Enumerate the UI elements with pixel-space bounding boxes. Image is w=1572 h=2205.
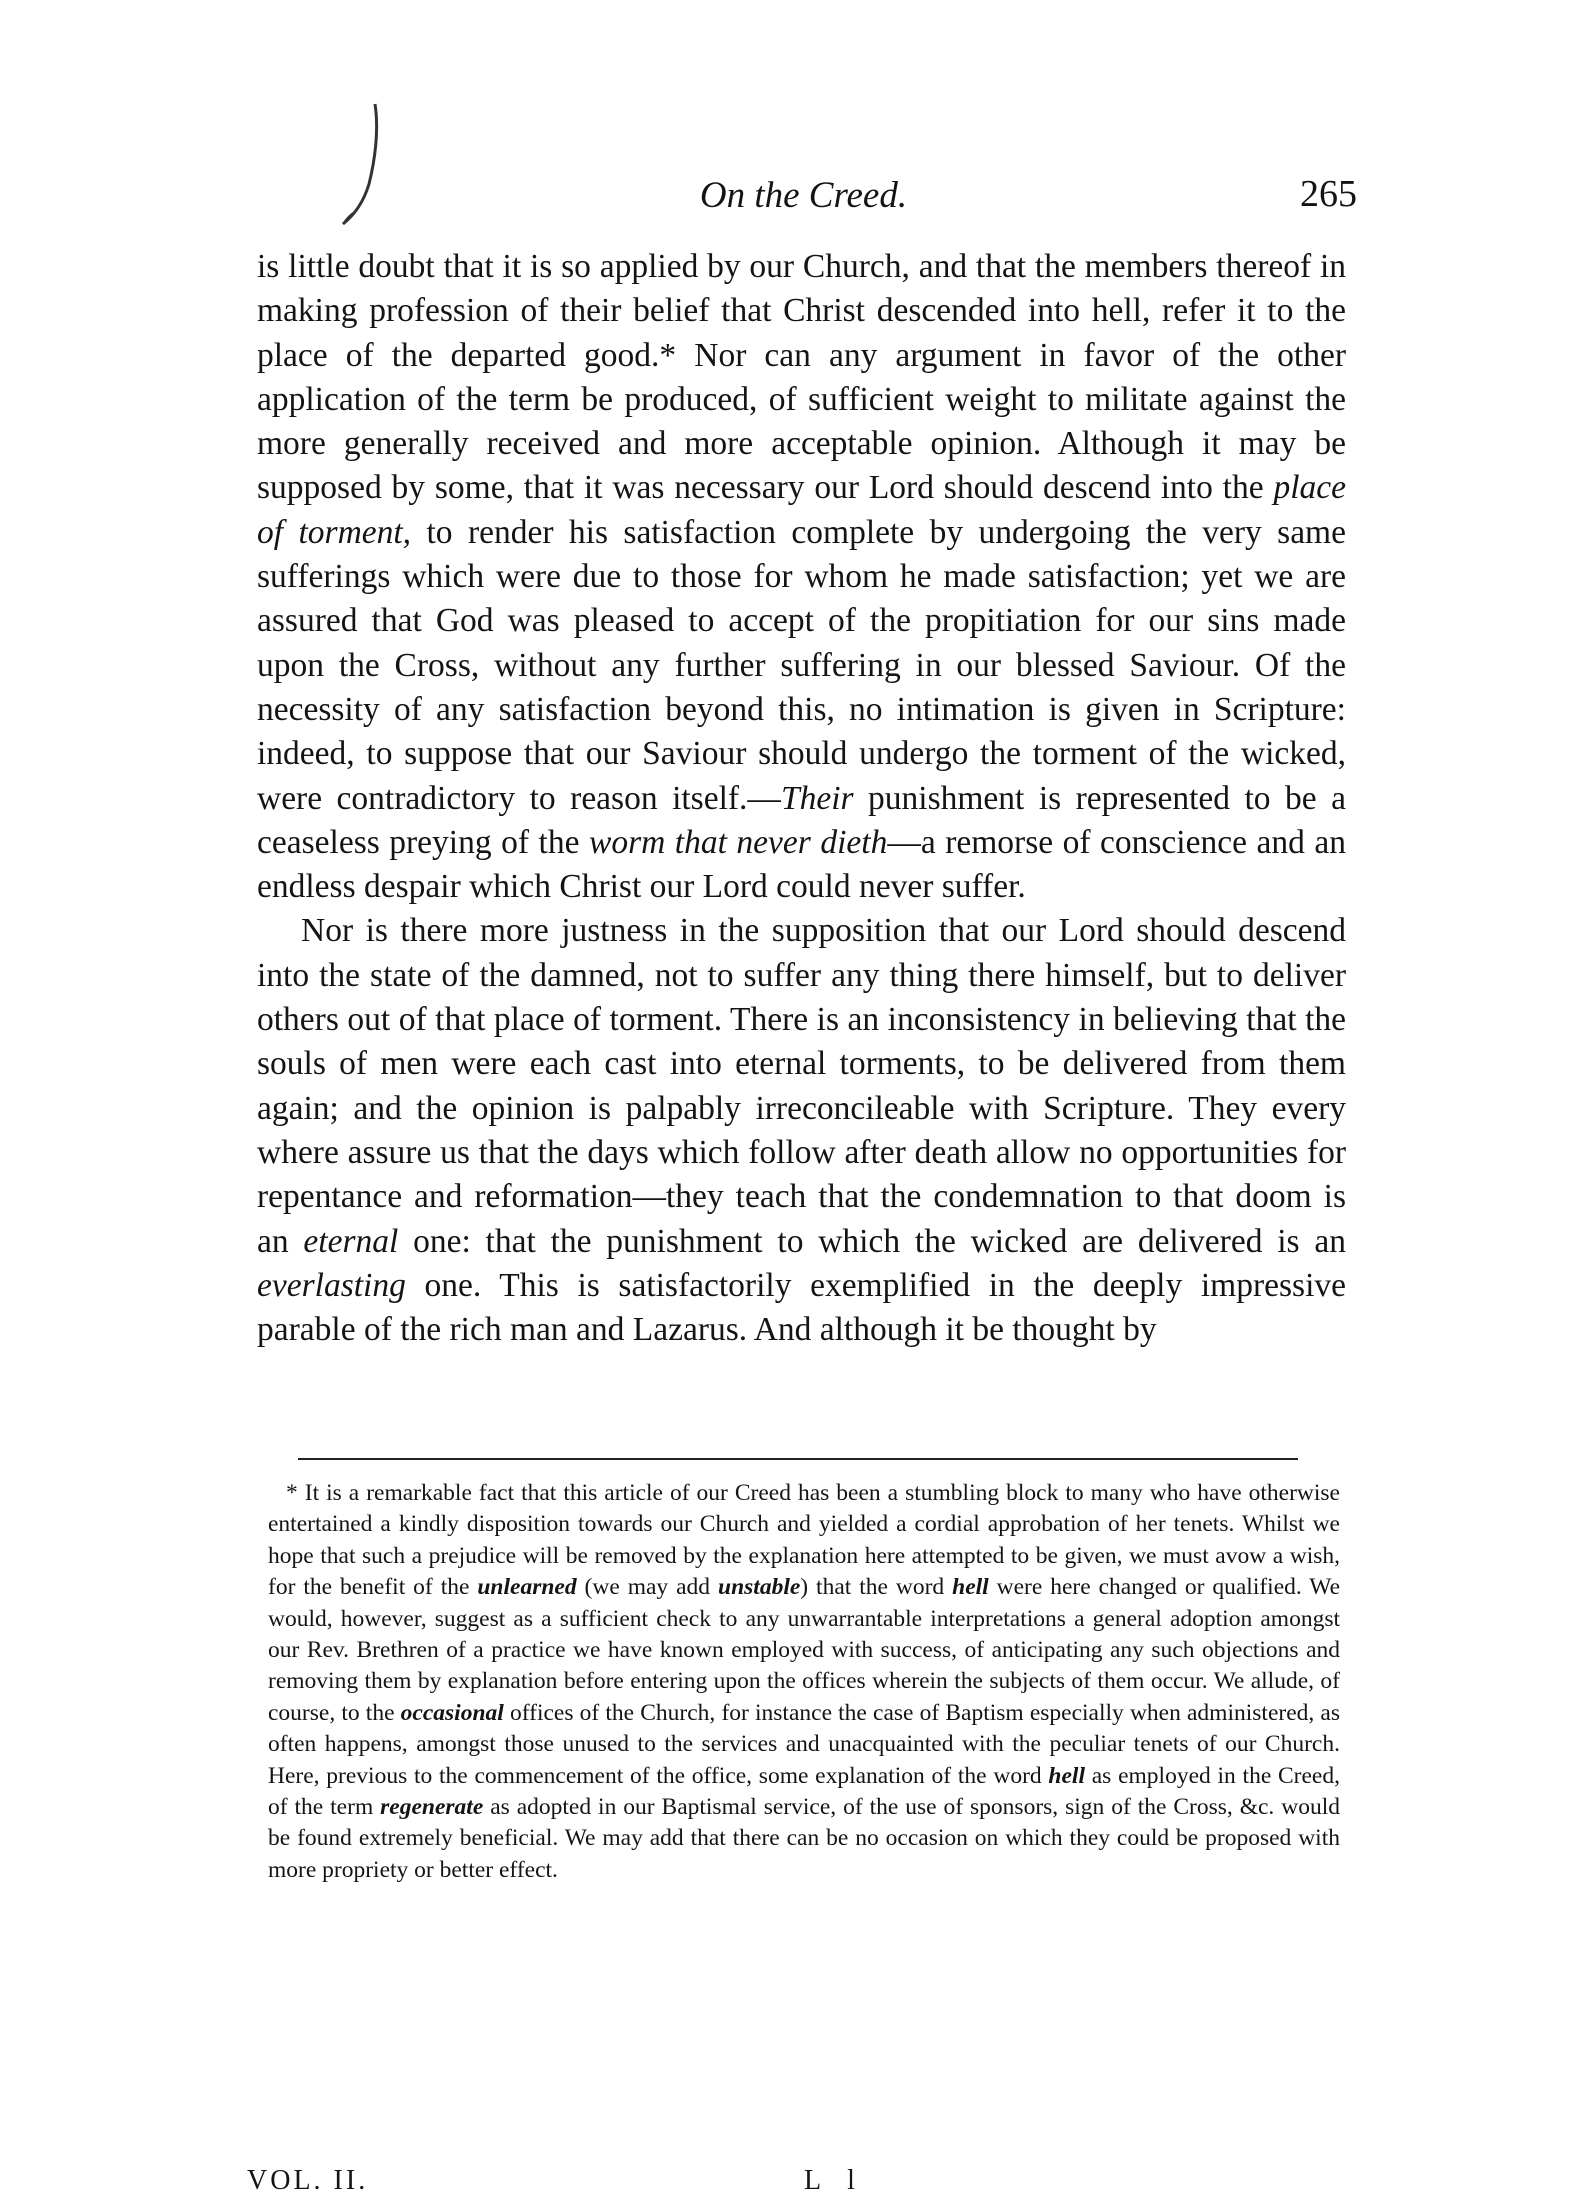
page-number: 265 bbox=[1300, 173, 1357, 215]
signature-line bbox=[247, 2165, 1332, 2205]
paragraph: is little doubt that it is so applied by our Church, and that the members thereof in making profession of their belief that Christ descended into hell, refer it to the place of the departed good.* Nor can any argument in favor of the other application of the term be produced, of sufficient weight to militate against the more generally received and more acceptable opinion. Although it may be supposed by some, that it was necessary our Lord should descend into the place of torment, to render his satisfaction complete by undergoing the very same sufferings which were due to those for whom he made satisfaction; yet we are assured that God was pleased to accept of the propitiation for our sins made upon the Cross, without any further suffering in our blessed Saviour. Of the necessity of any satisfaction beyond this, no intimation is given in Scripture: indeed, to suppose that our Saviour should undergo the torment of the wicked, were contradictory to reason itself.—Their punishment is represented to be a ceaseless preying of the worm that never dieth—a remorse of conscience and an endless despair which Christ our Lord could never suffer. bbox=[257, 248, 1346, 906]
body-text bbox=[257, 245, 1346, 1352]
footnote-text: * It is a remarkable fact that this article of our Creed has been a stumbling block to many who have otherwise entertained a kindly disposition towards our Church and yielded a cordial approbation of her tenets. Whilst we hope that such a prejudice will be removed by the explanation here attempted to be given, we must avow a wish, for the benefit of the unlearned (we may add unstable) that the word hell were here changed or qualified. We would, however, suggest as a sufficient check to any unwarrantable interpretations a general adoption amongst our Rev. Brethren of a practice we have known employed with success, of anticipating any such objections and removing them by explanation before entering upon the offices wherein the subjects of them occur. We allude, of course, to the occasional offices of the Church, for instance the case of Baptism especially when administered, as often happens, amongst those unused to the services and unacquainted with the peculiar tenets of our Church. Here, previous to the commencement of the office, some explanation of the word hell as employed in the Creed, of the term regenerate as adopted in our Baptismal service, of the use of sponsors, sign of the Cross, &c. would be found extremely beneficial. We may add that there can be no occasion on which they could be proposed with more propriety or better effect. bbox=[268, 1480, 1341, 1883]
footnote bbox=[268, 1478, 1340, 1886]
running-head bbox=[250, 168, 1357, 228]
footnote-divider bbox=[298, 1458, 1298, 1460]
paragraph: Nor is there more justness in the supposition that our Lord should descend into the state of the damned, not to suffer any thing there himself, but to deliver others out of that place of torment. There is an inconsistency in believing that the souls of men were each cast into eternal torments, to be delivered from them again; and the opinion is palpably irreconcileable with Scripture. They every where assure us that the days which follow after death allow no opportunities for repentance and reformation—they teach that the condemnation to that doom is an eternal one: that the punishment to which the wicked are delivered is an everlasting one. This is satisfactorily exemplified in the deeply impressive parable of the rich man and Lazarus. And although it be thought by bbox=[257, 912, 1346, 1349]
volume-label: VOL. II. bbox=[247, 2165, 369, 2196]
signature-mark: L l bbox=[804, 2165, 865, 2196]
running-title: On the Creed. bbox=[699, 175, 908, 216]
